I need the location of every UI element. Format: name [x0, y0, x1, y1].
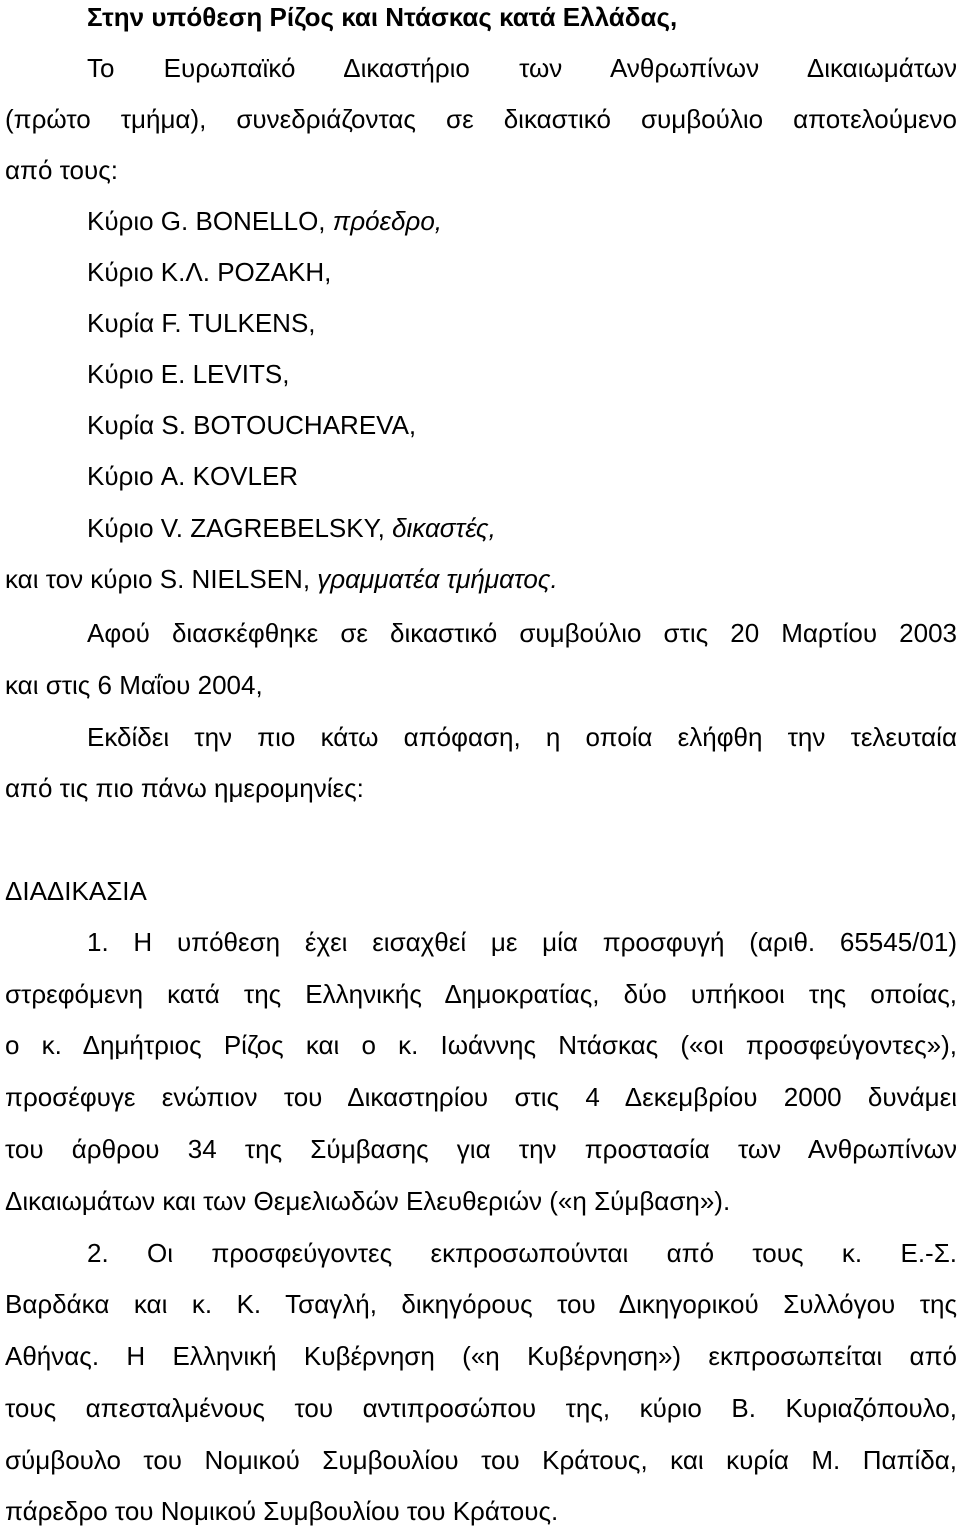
- registrar-name: και τον κύριο S. NIELSEN,: [5, 564, 311, 594]
- judge-name: Κύριο Κ.Λ. ΡΟΖΑΚΗ,: [87, 257, 332, 287]
- judge-name: Κύριο V. ZAGREBELSKY,: [87, 513, 385, 543]
- court-intro-line-3: από τους:: [5, 155, 118, 185]
- para1-line-3: ο κ. Δημήτριος Ρίζος και ο κ. Ιωάννης Ντάσκας («οι προσφεύγοντες»),: [5, 1030, 957, 1060]
- judge-line: [87, 461, 298, 491]
- para2-line-2: Βαρδάκα και κ. Κ. Τσαγλή, δικηγόρους του Δικηγορικού Συλλόγου της: [5, 1289, 957, 1319]
- judge-line: [87, 206, 442, 236]
- judge-line: [87, 308, 316, 338]
- para1-line-6: Δικαιωμάτων και των Θεμελιωδών Ελευθεριών («η Σύμβαση»).: [5, 1186, 731, 1216]
- section-title: ΔΙΑΔΙΚΑΣΙΑ: [5, 876, 147, 906]
- judgment-intro-line-2: από τις πιο πάνω ημερομηνίες:: [5, 773, 364, 803]
- deliberation-line-2: και στις 6 Μαΐου 2004,: [5, 670, 263, 700]
- judge-line: [87, 359, 289, 389]
- judge-name: Κυρία S. BOTOUCHAREVA,: [87, 410, 417, 440]
- registrar-role: γραμματέα τμήματος.: [317, 564, 558, 594]
- para2-line-4: τους απεσταλμένους του αντιπροσώπου της, κύριο Β. Κυριαζόπουλο,: [5, 1393, 957, 1423]
- para1-line-1: 1. Η υπόθεση έχει εισαχθεί με μία προσφυγή (αριθ. 65545/01): [87, 927, 957, 957]
- judge-name: Κύριο A. KOVLER: [87, 461, 299, 491]
- judge-name: Κύριο E. LEVITS,: [87, 359, 290, 389]
- judge-role: δικαστές,: [392, 513, 496, 543]
- para2-line-3: Αθήνας. Η Ελληνική Κυβέρνηση («η Κυβέρνηση») εκπροσωπείται από: [5, 1341, 957, 1371]
- para2-line-5: σύμβουλο του Νομικού Συμβουλίου του Κράτους, και κυρία Μ. Παπίδα,: [5, 1445, 957, 1475]
- judge-name: Κύριο G. BONELLO,: [87, 206, 326, 236]
- para2-line-1: 2. Οι προσφεύγοντες εκπροσωπούνται από τους κ. Ε.-Σ.: [87, 1238, 957, 1268]
- deliberation-line-1: Αφού διασκέφθηκε σε δικαστικό συμβούλιο στις 20 Μαρτίου 2003: [87, 618, 957, 648]
- judgment-intro-line-1: Εκδίδει την πιο κάτω απόφαση, η οποία ελήφθη την τελευταία: [87, 722, 957, 752]
- judge-line: [87, 257, 331, 287]
- judge-line: [87, 410, 416, 440]
- para1-line-4: προσέφυγε ενώπιον του Δικαστηρίου στις 4 Δεκεμβρίου 2000 δυνάμει: [5, 1082, 957, 1112]
- court-intro-line-2: (πρώτο τμήμα), συνεδριάζοντας σε δικαστικό συμβούλιο αποτελούμενο: [5, 104, 957, 134]
- para1-line-5: του άρθρου 34 της Σύμβασης για την προστασία των Ανθρωπίνων: [5, 1134, 957, 1164]
- judge-role: πρόεδρο,: [332, 206, 442, 236]
- case-heading: Στην υπόθεση Ρίζος και Ντάσκας κατά Ελλάδας,: [87, 2, 678, 32]
- para1-line-2: στρεφόμενη κατά της Ελληνικής Δημοκρατίας, δύο υπήκοοι της οποίας,: [5, 979, 957, 1009]
- judge-name: Κυρία F. TULKENS,: [87, 308, 316, 338]
- judge-line: [87, 513, 496, 543]
- registrar-line: [5, 564, 558, 594]
- court-intro-line-1: Το Ευρωπαϊκό Δικαστήριο των Ανθρωπίνων Δικαιωμάτων: [87, 53, 957, 83]
- para2-line-6: πάρεδρο του Νομικού Συμβουλίου του Κράτους.: [5, 1496, 559, 1526]
